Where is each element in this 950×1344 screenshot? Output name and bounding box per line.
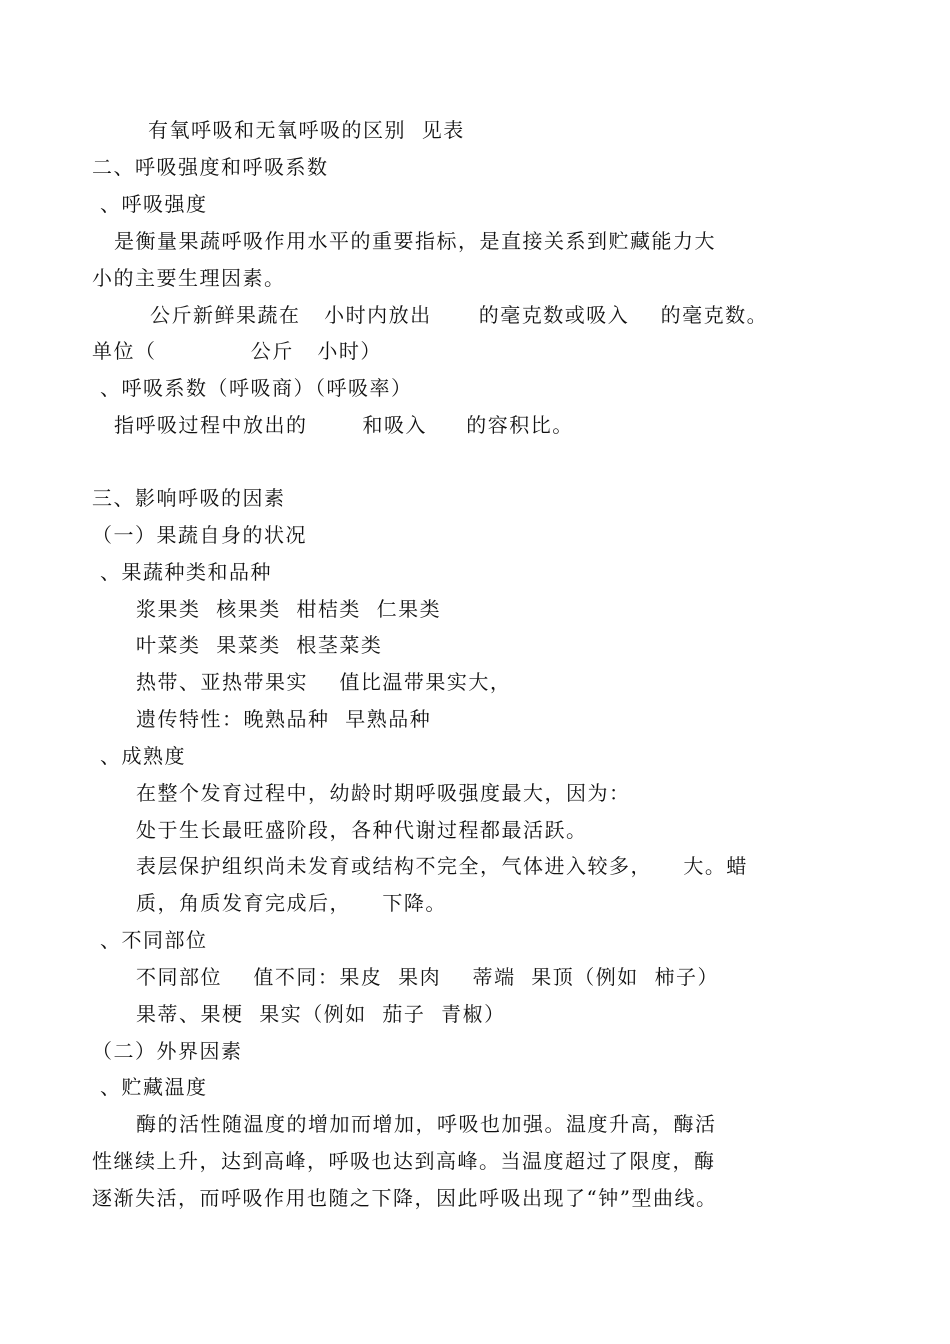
text-line-tropical-fruits: 热带、亚热带果实 值比温带果实大， <box>136 670 512 694</box>
subsection-heading-external-factors: （二）外界因素 <box>92 1039 243 1063</box>
text-line-parts-persimmon: 不同部位 值不同：果皮 果肉 蒂端 果顶（例如 柿子） <box>136 965 720 989</box>
section-heading-respiration-intensity-coefficient: 二、呼吸强度和呼吸系数 <box>92 155 329 179</box>
text-line-bell-curve: 逐渐失活，而呼吸作用也随之下降，因此呼吸出现了“钟”型曲线。 <box>92 1186 718 1210</box>
text-line-coefficient-definition: 指呼吸过程中放出的 和吸入 的容积比。 <box>114 413 574 437</box>
text-line-enzyme-activity-cont: 性继续上升，达到高峰，呼吸也达到高峰。当温度超过了限度，酶 <box>92 1149 716 1173</box>
text-line-enzyme-activity: 酶的活性随温度的增加而增加，呼吸也加强。温度升高，酶活 <box>136 1112 717 1136</box>
subheading-species-varieties: 、果蔬种类和品种 <box>100 560 272 584</box>
text-line-vegetable-types: 叶菜类 果菜类 根茎菜类 <box>136 633 383 657</box>
text-line-protective-tissue-cont: 质，角质发育完成后， 下降。 <box>136 891 447 915</box>
text-line-definition: 是衡量果蔬呼吸作用水平的重要指标，是直接关系到贮藏能力大 <box>114 229 716 253</box>
text-line-protective-tissue: 表层保护组织尚未发育或结构不完全，气体进入较多， 大。蜡 <box>136 854 748 878</box>
text-line-unit: 单位（ 公斤 小时） <box>92 339 382 363</box>
text-line-parts-eggplant: 果蒂、果梗 果实（例如 茄子 青椒） <box>136 1002 506 1026</box>
subheading-maturity: 、成熟度 <box>100 744 186 768</box>
text-line-genetic-traits: 遗传特性：晚熟品种 早熟品种 <box>136 707 432 731</box>
subsection-heading-produce-condition: （一）果蔬自身的状况 <box>92 523 307 547</box>
text-line-aerobic-comparison: 有氧呼吸和无氧呼吸的区别 见表 <box>148 118 465 142</box>
subheading-storage-temperature: 、贮藏温度 <box>100 1075 208 1099</box>
subheading-different-parts: 、不同部位 <box>100 928 208 952</box>
text-line-fruit-types: 浆果类 核果类 柑桔类 仁果类 <box>136 597 442 621</box>
subheading-respiration-intensity: 、呼吸强度 <box>100 192 208 216</box>
text-line-definition-cont: 小的主要生理因素。 <box>92 266 286 290</box>
text-line-growth-stage: 处于生长最旺盛阶段，各种代谢过程都最活跃。 <box>136 818 588 842</box>
text-line-development-process: 在整个发育过程中，幼龄时期呼吸强度最大，因为： <box>136 781 631 805</box>
subheading-respiration-coefficient: 、呼吸系数（呼吸商）（呼吸率） <box>100 376 413 400</box>
section-heading-factors: 三、影响呼吸的因素 <box>92 486 286 510</box>
text-line-measure: 公斤新鲜果蔬在 小时内放出 的毫克数或吸入 的毫克数。 <box>150 303 769 327</box>
